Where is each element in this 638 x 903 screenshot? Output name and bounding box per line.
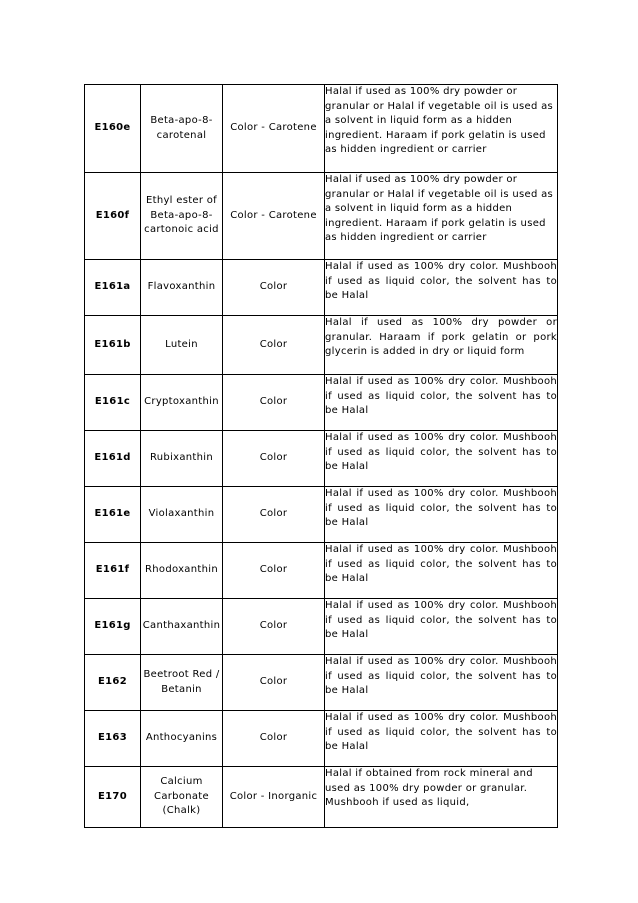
additive-name-cell: Flavoxanthin — [141, 260, 223, 316]
additive-name-cell: Beta-apo-8-carotenal — [141, 85, 223, 173]
additive-name-cell: Calcium Carbonate (Chalk) — [141, 767, 223, 828]
function-cell: Color — [223, 260, 325, 316]
function-cell: Color — [223, 655, 325, 711]
table-row — [85, 599, 558, 655]
function-cell: Color — [223, 375, 325, 431]
halal-status-cell: Halal if used as 100% dry color. Mushbooh if used as liquid color, the solvent has to be Halal — [325, 260, 558, 316]
e-number-cell: E163 — [85, 711, 141, 767]
additive-name-cell: Rubixanthin — [141, 431, 223, 487]
table-row — [85, 543, 558, 599]
table-row — [85, 767, 558, 828]
e-number-cell: E161f — [85, 543, 141, 599]
function-cell: Color — [223, 431, 325, 487]
halal-status-cell: Halal if obtained from rock mineral and used as 100% dry powder or granular. Mushbooh if used as liquid, — [325, 767, 558, 828]
halal-status-cell: Halal if used as 100% dry color. Mushbooh if used as liquid color, the solvent has to be Halal — [325, 655, 558, 711]
table-row — [85, 260, 558, 316]
table-row — [85, 711, 558, 767]
table-row — [85, 316, 558, 375]
additive-name-cell: Ethyl ester of Beta-apo-8-cartonoic acid — [141, 173, 223, 260]
function-cell: Color — [223, 316, 325, 375]
function-cell: Color — [223, 487, 325, 543]
halal-status-cell: Halal if used as 100% dry color. Mushbooh if used as liquid color, the solvent has to be Halal — [325, 711, 558, 767]
table-row — [85, 655, 558, 711]
e-number-cell: E161c — [85, 375, 141, 431]
additive-name-cell: Cryptoxanthin — [141, 375, 223, 431]
additive-name-cell: Beetroot Red / Betanin — [141, 655, 223, 711]
function-cell: Color — [223, 543, 325, 599]
table-row — [85, 375, 558, 431]
function-cell: Color - Carotene — [223, 85, 325, 173]
e-number-cell: E161e — [85, 487, 141, 543]
additive-name-cell: Lutein — [141, 316, 223, 375]
halal-status-cell: Halal if used as 100% dry color. Mushbooh if used as liquid color, the solvent has to be Halal — [325, 487, 558, 543]
e-number-cell: E160e — [85, 85, 141, 173]
halal-status-cell: Halal if used as 100% dry color. Mushbooh if used as liquid color, the solvent has to be Halal — [325, 375, 558, 431]
function-cell: Color — [223, 599, 325, 655]
e-number-cell: E160f — [85, 173, 141, 260]
function-cell: Color - Carotene — [223, 173, 325, 260]
e-number-cell: E161b — [85, 316, 141, 375]
halal-status-cell: Halal if used as 100% dry color. Mushbooh if used as liquid color, the solvent has to be Halal — [325, 543, 558, 599]
table-row — [85, 487, 558, 543]
table-row — [85, 85, 558, 173]
table-row — [85, 173, 558, 260]
additive-name-cell: Anthocyanins — [141, 711, 223, 767]
halal-status-cell: Halal if used as 100% dry color. Mushbooh if used as liquid color, the solvent has to be Halal — [325, 431, 558, 487]
function-cell: Color — [223, 711, 325, 767]
e-number-cell: E161g — [85, 599, 141, 655]
additive-name-cell: Violaxanthin — [141, 487, 223, 543]
additive-name-cell: Canthaxanthin — [141, 599, 223, 655]
e-number-cell: E161d — [85, 431, 141, 487]
halal-status-cell: Halal if used as 100% dry powder or granular or Halal if vegetable oil is used as a solvent in liquid form as a hidden ingredient. Haraam if pork gelatin is used as hidden ingredient or carrier — [325, 85, 558, 173]
e-number-cell: E170 — [85, 767, 141, 828]
additive-name-cell: Rhodoxanthin — [141, 543, 223, 599]
additives-table — [84, 84, 558, 828]
table-row — [85, 431, 558, 487]
halal-status-cell: Halal if used as 100% dry powder or granular or Halal if vegetable oil is used as a solvent in liquid form as a hidden ingredient. Haraam if pork gelatin is used as hidden ingredient or carrier — [325, 173, 558, 260]
e-number-cell: E162 — [85, 655, 141, 711]
halal-status-cell: Halal if used as 100% dry color. Mushbooh if used as liquid color, the solvent has to be Halal — [325, 599, 558, 655]
e-number-cell: E161a — [85, 260, 141, 316]
function-cell: Color - Inorganic — [223, 767, 325, 828]
halal-status-cell: Halal if used as 100% dry powder or granular. Haraam if pork gelatin or pork glycerin is added in dry or liquid form — [325, 316, 558, 375]
